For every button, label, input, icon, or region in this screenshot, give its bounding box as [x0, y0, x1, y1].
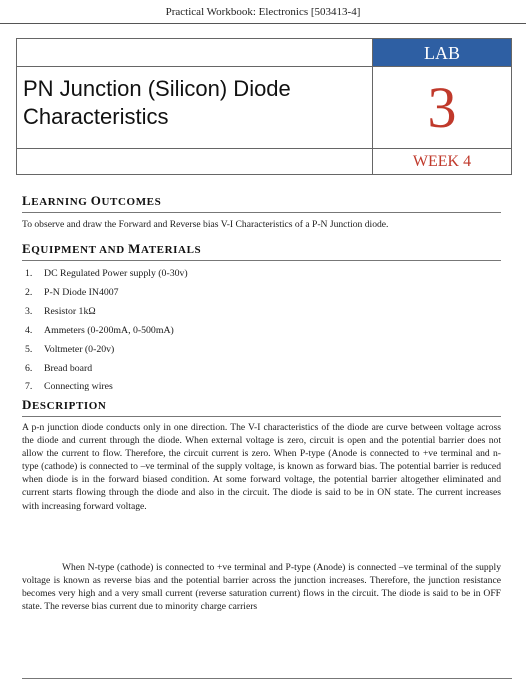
- running-header: Practical Workbook: Electronics [503413-4]: [0, 0, 526, 24]
- learning-outcomes-text: To observe and draw the Forward and Reverse bias V-I Characteristics of a P-N Junction diode.: [22, 219, 389, 230]
- lab-title-line-1: PN Junction (Silicon) Diode: [23, 76, 291, 101]
- description-heading: DESCRIPTION: [22, 397, 501, 417]
- list-item: 6. Bread board: [25, 362, 93, 374]
- lab-label: LAB: [373, 39, 511, 67]
- week-label: WEEK 4: [412, 153, 472, 170]
- title-block: [16, 38, 512, 175]
- list-item: 2. P-N Diode IN4007: [25, 286, 119, 298]
- title-block-empty-cell-bottom: [17, 149, 373, 174]
- lab-number: 3: [373, 67, 511, 149]
- description-paragraph-2: When N-type (cathode) is connected to +ve terminal and P-type (Anode) is connected –ve terminal of the supply voltage is known as reverse bias and the potential barrier across the junction increases. Therefore, the junction resistance becomes very high and a very small current (reverse saturation current) flows in the circuit. The diode is said to be in OFF state. The reverse bias current due to minority charge carriers: [22, 562, 501, 613]
- equipment-list: [25, 265, 485, 397]
- title-block-empty-cell-top: [17, 39, 373, 67]
- lab-title-line-2: Characteristics: [23, 104, 169, 129]
- description-paragraph-1: A p-n junction diode conducts only in one direction. The V-I characteristics of the diode are curve between voltage across the diode and current through the diode. When external voltage is zero, circuit is open and the potential barrier does not allow the current to flow. Therefore, the circuit current is zero. When P-type (Anode is connected to +ve terminal and n- type (cathode) is connected to –ve terminal of the supply voltage, is known as forward bias. The potential barrier is reduced when diode is in the forward biased condition. At some forward voltage, the potential barrier altogether eliminated and current starts flowing through the diode and also in the circuit. The diode is said to be in ON state. The current increases with increasing forward voltage.: [22, 422, 501, 512]
- list-item: 3. Resistor 1kΩ: [25, 305, 96, 317]
- lab-title: [17, 67, 373, 149]
- list-item: 7. Connecting wires: [25, 381, 113, 393]
- equipment-heading: EQUIPMENT AND MATERIALS: [22, 241, 501, 261]
- list-item: 1. DC Regulated Power supply (0-30v): [25, 268, 188, 279]
- learning-outcomes-heading: LEARNING OUTCOMES: [22, 193, 501, 213]
- list-item: 4. Ammeters (0-200mA, 0-500mA): [25, 324, 174, 336]
- list-item: 5. Voltmeter (0-20v): [25, 343, 115, 355]
- bottom-divider: [22, 678, 512, 679]
